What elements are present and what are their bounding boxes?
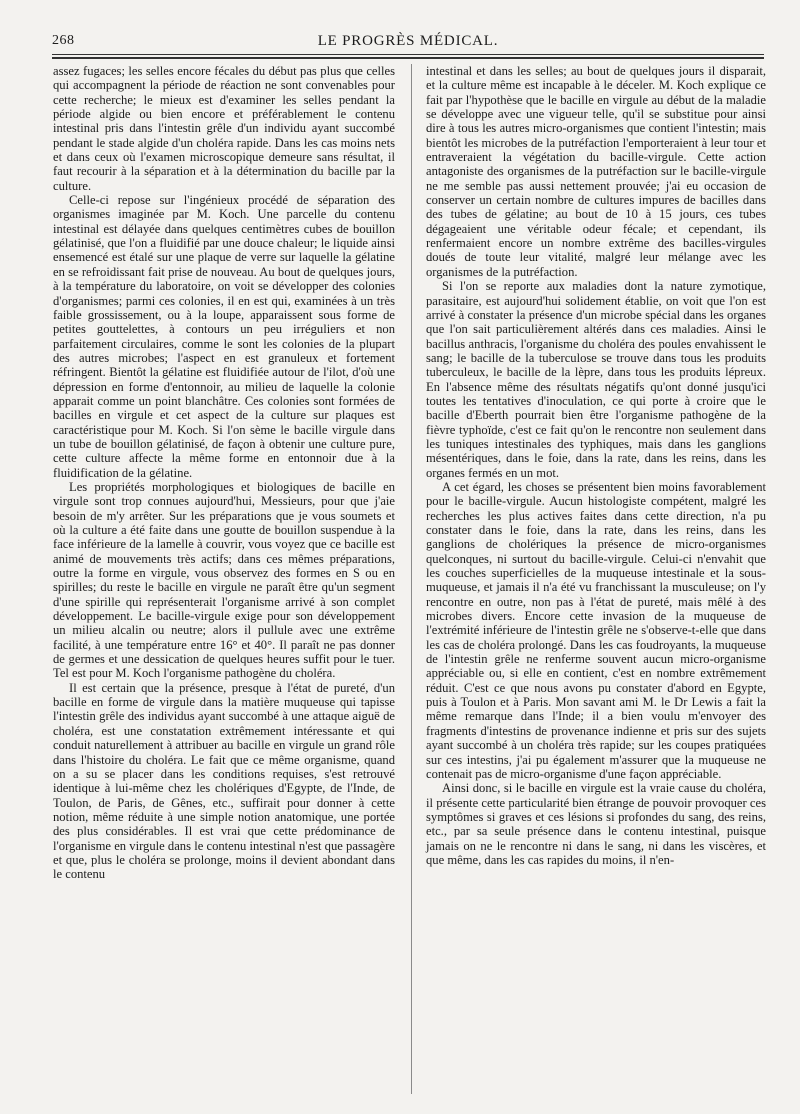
paragraph: Si l'on se reporte aux maladies dont la nature zymotique, parasitaire, est aujourd'hui solidement établie, on voit que l'on est arrivé à constater la présence d'un microbe spécial dans les organes que l'on sait particulièrement altérés dans ces maladies. Ainsi le bacillus anthracis, l'organisme du choléra des poules envahissent le sang; le bacille de la tuberculose se trouve dans tous les produits tuberculeux, le bacille de la lèpre, dans tous les produits lépreux. En l'absence même des résultats négatifs qu'ont donné jusqu'ici toutes les tentatives d'inoculation, ce qui porte à croire que le bacille d'Eberth pourrait bien être l'organisme pathogène de la fièvre typhoïde, c'est ce fait qu'on le rencontre non seulement dans les tuniques intestinales des typhiques, mais dans les ganglions mésentériques, dans le foie, dans la rate, dans les reins, dans les organes fermés en un mot.	[426, 279, 766, 480]
header-rule	[52, 54, 764, 55]
paragraph: Celle-ci repose sur l'ingénieux procédé de séparation des organismes imaginée par M. Koch. Une parcelle du contenu intestinal est délayée dans quelques centimètres cubes de bouillon gélatinisé, que l'on a fluidifié par une douce chaleur; le liquide ainsi ensemencé est étalé sur une plaque de verre sur laquelle la gélatine en se refroidissant fait prise de nouveau. Au bout de quelques jours, à la température du laboratoire, on voit se développer des colonies d'organismes; parmi ces colonies, il en est qui, examinées à un très faible grossissement, ou à la loupe, apparaissent sous forme de petites gouttelettes, à contours un peu irréguliers et non parfaitement circulaires, comme le sont les colonies de la plupart des autres microbes; l'aspect en est granuleux et fortement réfringent. Bientôt la gélatine est fluidifiée autour de l'ilot, d'où une dépression en forme d'entonnoir, au milieu de laquelle la colonie apparait comme un point blanchâtre. Ces colonies sont formées de bacilles en virgule et cet aspect de la culture sur plaques est caractéristique pour M. Koch. Si l'on sème le bacille virgule dans un tube de bouillon gélatinisé, de façon à obtenir une culture pure, cette culture affecte la même forme en entonnoir due à la fluidification de la gélatine.	[53, 193, 395, 480]
paragraph: Il est certain que la présence, presque à l'état de pureté, d'un bacille en forme de virgule dans la matière muqueuse qui tapisse l'intestin grêle des individus ayant succombé à une attaque aiguë de choléra, est une constatation extrêmement intéressante et qui conduit naturellement à attribuer au bacille en virgule un grand rôle dans l'histoire du choléra. Le fait que ce même organisme, quand on a su se placer dans les conditions requises, s'est retrouvé identique à lui-même chez les cholériques d'Egypte, de l'Inde, de Toulon, de Paris, de Gênes, etc., suffirait pour donner à cette notion, même réduite à une simple notion anatomique, une portée des plus considérables. Il est vrai que cette prédominance de l'organisme en virgule dans le contenu intestinal n'est que passagère et que, plus le choléra se prolonge, moins il devient abondant dans le contenu	[53, 680, 395, 882]
header-rule-double	[52, 57, 764, 59]
page-number: 268	[52, 33, 75, 48]
paragraph: Ainsi donc, si le bacille en virgule est la vraie cause du choléra, il présente cette particularité bien étrange de pouvoir provoquer ces symptômes si graves et ces lésions si profondes du sang, des reins, etc., par sa seule présence dans le contenu intestinal, puisque jamais on ne le rencontre ni dans le sang, ni dans les viscères, et que même, dans les cas rapides du moins, il n'en-	[426, 781, 766, 867]
paragraph: assez fugaces; les selles encore fécales du début pas plus que celles qui accompagnent la période de réaction ne sont convenables pour cette recherche; le mieux est d'examiner les selles pendant la période algide ou bien encore et préférablement le contenu intestinal pris dans l'intestin grêle d'un individu ayant succombé pendant le stade algide d'un choléra rapide. Dans les cas moins nets et dans ceux où l'examen microscopique demeure sans résultat, il faut recourir à la séparation et à la détermination du bacille par la culture.	[53, 64, 395, 193]
page-header	[52, 30, 764, 52]
column-divider	[411, 64, 412, 1094]
left-column	[53, 64, 395, 882]
right-column	[426, 64, 766, 867]
paragraph: A cet égard, les choses se présentent bien moins favorablement pour le bacille-virgule. Aucun histologiste compétent, malgré les recherches les plus actives faites dans cette direction, n'a pu constater dans le foie, dans la rate, dans les reins, dans les ganglions de cholériques la présence de micro-organismes quelconques, ni surtout du bacille-virgule. Celui-ci n'envahit que les couches superficielles de la muqueuse intestinale et la sous-muqueuse, et jamais il n'a été vu franchissant la musculeuse; on l'y rencontre en outre, non pas à l'état de pureté, mais mêlé à des microbes divers. Encore cette invasion de la muqueuse de l'extrémité inférieure de l'intestin grêle ne s'observe-t-elle que dans les cas de choléra prolongé. Dans les cas foudroyants, la muqueuse de l'intestin grêle ne renferme souvent aucun micro-organisme appréciable ou, si elle en contient, c'est en nombre extrêmement réduit. C'est ce que nous avons pu constater d'abord en Egypte, puis à Toulon et à Paris. Mon savant ami M. le Dr Lewis a fait la même remarque dans l'Inde; il a bien voulu m'envoyer des fragments d'intestins de provenance indienne et pris sur des sujets ayant succombé à un choléra très rapide; sur les coupes pratiquées sur ces intestins, j'ai pu également m'assurer que la muqueuse ne contenait pas de micro-organisme d'une façon appréciable.	[426, 479, 766, 781]
paragraph: intestinal et dans les selles; au bout de quelques jours il disparait, et la culture même est incapable à le déceler. M. Koch explique ce fait par l'hypothèse que le bacille en virgule au début de la maladie se développe avec une vigueur telle, qu'il se substitue pour ainsi dire à tous les autres micro-organismes que contient l'intestin; mais bientôt les microbes de la putréfaction l'emporteraient à leur tour et entraveraient la végétation du bacille-virgule. Cette action antagoniste des organismes de la putréfaction sur le bacille-virgule ne me semble pas aussi nettement prouvée; j'ai eu occasion de conserver un certain nombre de cultures impures de bacilles dans des tubes de gélatine; au bout de 10 à 15 jours, ces tubes dégageaient une véritable odeur fécale; et cependant, ils renfermaient encore un nombre extrême des bacilles-virgules doués de toute leur vitalité, malgré leur mélange avec les organismes de la putréfaction.	[426, 64, 766, 279]
journal-title: LE PROGRÈS MÉDICAL.	[317, 33, 499, 49]
paragraph: Les propriétés morphologiques et biologiques de bacille en virgule sont trop connues aujourd'hui, Messieurs, pour que j'aie besoin de m'y arrêter. Sur les préparations que je vous soumets et où la culture a été faite dans une goutte de bouillon suspendue à la face inférieure de la lamelle à couvrir, vous voyez que ce bacille est animé de mouvements très actifs; dans ces mêmes préparations, outre la forme en virgule, vous observez des formes en S ou en spirilles; du reste le bacille en virgule ne paraît être qu'un segment d'une spirille qui représenterait l'organisme arrivé à son complet développement. Le bacille-virgule exige pour son développement un milieu alcalin ou neutre; alors il pullule avec une extrême facilité, à une température entre 16° et 40°. Il paraît ne pas donner de germes et une dessication de quelques heures suffit pour le tuer. Tel est pour M. Koch l'organisme pathogène du choléra.	[53, 479, 395, 681]
